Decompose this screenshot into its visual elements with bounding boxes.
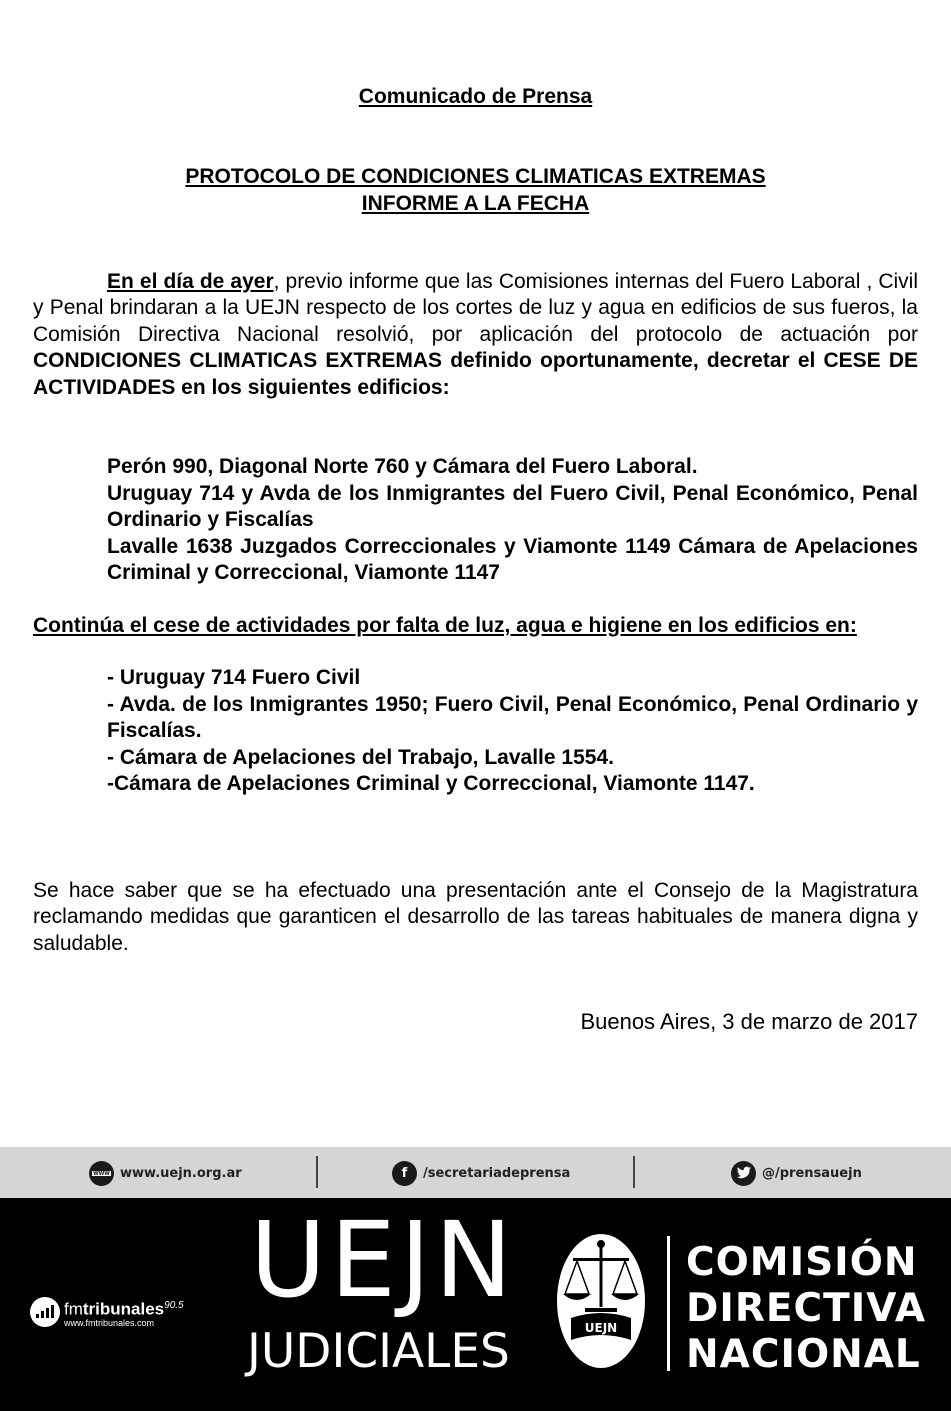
list-item: - Uruguay 714 Fuero Civil [107, 666, 361, 689]
brand-title: UEJN [250, 1199, 517, 1321]
date-line: Buenos Aires, 3 de marzo de 2017 [580, 1009, 918, 1034]
paragraph-2: Continúa el cese de actividades por falta de luz, agua e higiene en los edificios en: [33, 613, 857, 637]
facebook-icon: f [392, 1161, 417, 1186]
list-item: Perón 990, Diagonal Norte 760 y Cámara del Fuero Laboral. [107, 455, 698, 478]
paragraph-1-text: , previo informe que las Comisiones internas del Fuero Laboral , Civil y Penal brindaran a la UEJN respecto de los cortes de luz y agua en edificios de sus fueros, la Comisión Directiva Nacional resolvió, por aplicación del protocolo de actuación por [33, 269, 918, 346]
website-label: www.uejn.org.ar [120, 1165, 242, 1181]
list-item: Lavalle 1638 Juzgados Correccionales y Viamonte 1149 Cámara de Apelaciones Criminal y Correccional, Viamonte 1147 [107, 534, 918, 584]
list-item: Uruguay 714 y Avda de los Inmigrantes del Fuero Civil, Penal Económico, Penal Ordinario y Fiscalías [107, 481, 918, 531]
social-bar [0, 1147, 951, 1198]
heading: Comunicado de Prensa [358, 85, 593, 108]
facebook-link[interactable] [392, 1160, 570, 1186]
facebook-label: /secretariadeprensa [423, 1165, 571, 1181]
brand-divider [667, 1236, 670, 1371]
svg-text:UEJN: UEJN [584, 1321, 618, 1335]
twitter-label: @/prensauejn [762, 1165, 862, 1181]
paragraph-1-lead: En el día de ayer [107, 269, 274, 293]
divider [316, 1156, 318, 1188]
building-list-1 [107, 454, 918, 587]
paragraph-1 [33, 269, 918, 402]
radio-name: fmtribunales$^{90.5}$ [64, 1299, 184, 1319]
web-icon [89, 1161, 114, 1186]
scales-emblem-icon [555, 1232, 647, 1370]
brand-subtitle: JUDICIALES [247, 1324, 510, 1379]
radio-icon [30, 1297, 60, 1327]
commission-title: COMISIÓN DIRECTIVA NACIONAL [686, 1240, 927, 1377]
building-list-2 [107, 665, 918, 798]
divider [633, 1156, 635, 1188]
radio-url: www.fmtribunales.com [64, 1317, 155, 1328]
paragraph-3: Se hace saber que se ha efectuado una presentación ante el Consejo de la Magistratura reclamando medidas que garanticen el desarrollo de las tareas habituales de manera digna y saludable. [33, 878, 918, 955]
title-line-2: INFORME A LA FECHA [361, 191, 590, 215]
svg-text:WWW: WWW [93, 1170, 110, 1177]
twitter-link[interactable] [731, 1160, 862, 1186]
paragraph-1-bold: CONDICIONES CLIMATICAS EXTREMAS definido oportunamente, decretar el CESE DE ACTIVIDADES en los siguientes edificios: [33, 349, 918, 399]
list-item: - Avda. de los Inmigrantes 1950; Fuero Civil, Penal Económico, Penal Ordinario y Fiscalías. [107, 692, 918, 742]
list-item: - Cámara de Apelaciones del Trabajo, Lavalle 1554. [107, 745, 614, 769]
website-link[interactable] [89, 1160, 242, 1186]
twitter-icon [731, 1161, 756, 1186]
list-item: -Cámara de Apelaciones Criminal y Correccional, Viamonte 1147. [107, 772, 755, 795]
radio-logo[interactable] [30, 1297, 184, 1328]
press-release [33, 84, 918, 1036]
title-line-1: PROTOCOLO DE CONDICIONES CLIMATICAS EXTREMAS [185, 164, 766, 188]
footer-brand-band [0, 1198, 951, 1411]
